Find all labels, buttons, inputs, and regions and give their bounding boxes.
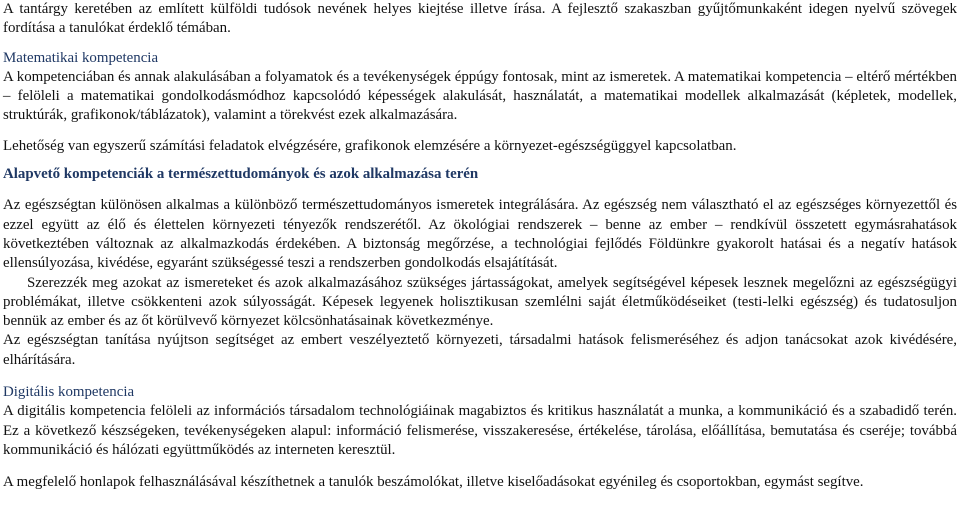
digital-paragraph: A digitális kompetencia felöleli az információs társadalom technológiáinak magabiztos és kritikus használatát a munka, a kommunikáció és a szabadidő terén. Ez a következő készségeken, tevékenységeken alapul: információ felismerése, visszakeresése, értékelése, tárolása, előállítása, bemutatása és cseréje; továbbá kommunikáció és hálózati együttműködés az interneten keresztül.	[3, 403, 957, 458]
science-paragraph-2: Szerezzék meg azokat az ismereteket és azok alkalmazásához szükséges jártasságokat, amelyek segítségével képesek lesznek megelőzni az egészségügyi problémákat, illetve csökkenteni azok súlyosságát. Képesek legyenek holisztikusan szemlélni saját életműködéseiket (testi-lelki egészség) és tudatosuljon bennük az ember és az őt körülvevő környezet kölcsönhatásainak következménye.	[3, 274, 957, 330]
science-paragraph-1: Az egészségtan különösen alkalmas a különböző természettudományos ismeretek integrálására. Az egészség nem választható el az egészséges környezettől és ezzel együtt az élő és élettelen környezeti tényezők rendszerétől. Az ökológiai rendszerek – benne az ember – rendkívül összetett egymásrahatások következtében változnak az alkalmazkodás érdekében. A biztonság megőrzése, a technológiai fejlődés Földünkre gyakorolt hatásai és a negatív hatások ellensúlyozása, kivédése, egyaránt szükségessé teszi a rendszerben gondolkodás elsajátítását.	[3, 197, 957, 272]
science-heading: Alapvető kompetenciák a természettudományok és azok alkalmazása terén	[3, 166, 479, 183]
spacer	[3, 156, 957, 165]
intro-paragraph: A tantárgy keretében az említett külföldi tudósok nevének helyes kiejtése illetve írása. A fejlesztő szakaszban gyűjtőmunkaként idegen nyelvű szövegek fordítása a tanulókat érdeklő témában.	[3, 1, 957, 37]
digital-heading: Digitális kompetencia	[3, 384, 135, 401]
spacer	[3, 370, 957, 383]
science-paragraph-3: Az egészségtan tanítása nyújtson segítséget az embert veszélyeztető környezeti, társadalmi hatások felismeréséhez és adjon tanácsokat azok kivédésére, elhárítására.	[3, 332, 957, 368]
spacer	[3, 460, 957, 473]
spacer	[3, 184, 957, 196]
math-paragraph: A kompetenciában és annak alakulásában a folyamatok és a tevékenységek éppúgy fontosak, mint az ismeretek. A matematikai kompetencia – eltérő mértékben – felöleli a matematikai gondolkodásmódhoz kapcsolódó képességek alakulását, használatát, a matematikai modellek alkalmazását (képletek, modellek, struktúrák, grafikonok/táblázatok), valamint a törekvést ezek alkalmazására.	[3, 68, 957, 124]
math-heading: Matematikai kompetencia	[3, 49, 159, 66]
spacer	[3, 39, 957, 49]
math-opportunity: Lehetőség van egyszerű számítási feladatok elvégzésére, grafikonok elemzésére a környezet-egészségüggyel kapcsolatban.	[3, 137, 737, 154]
spacer	[3, 126, 957, 137]
digital-closing: A megfelelő honlapok felhasználásával készíthetnek a tanulók beszámolókat, illetve kiselőadásokat egyénileg és csoportokban, egymást segítve.	[3, 474, 864, 491]
